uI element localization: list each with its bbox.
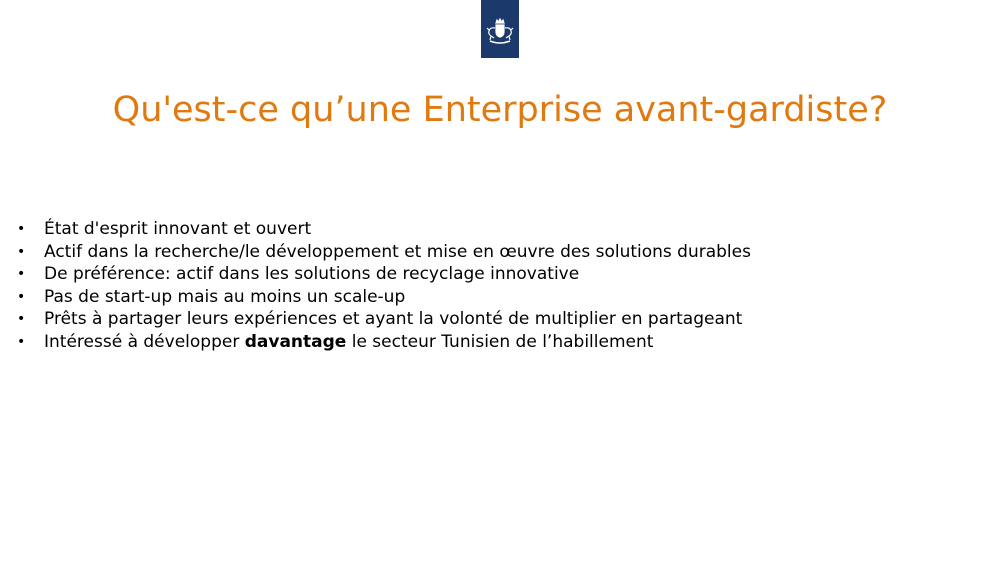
bullet-marker: •	[17, 266, 26, 282]
bullet-text: Actif dans la recherche/le développement et mise en œuvre des solutions durables	[44, 241, 751, 262]
bullet-text-emphasis: davantage	[244, 331, 347, 352]
list-item	[17, 218, 751, 241]
bullet-text-before: Intéressé à développer	[44, 331, 245, 352]
bullet-text: Pas de start-up mais au moins un scale-up	[44, 286, 406, 307]
bullet-text-after: le secteur Tunisien de l’habillement	[346, 331, 654, 352]
list-item	[17, 241, 751, 264]
bullet-marker: •	[17, 221, 26, 237]
government-logo-tab	[481, 0, 519, 58]
slide-title: Qu'est-ce qu’une Enterprise avant-gardiste?	[112, 90, 888, 130]
bullet-marker: •	[17, 243, 26, 260]
bullet-list	[17, 218, 751, 353]
bullet-text: État d'esprit innovant et ouvert	[44, 219, 312, 239]
bullet-text: Prêts à partager leurs expériences et ayant la volonté de multiplier en partageant	[44, 309, 743, 329]
bullet-marker: •	[17, 288, 26, 305]
bullet-text: De préférence: actif dans les solutions de recyclage innovative	[44, 264, 580, 284]
list-item	[17, 308, 751, 331]
bullet-marker: •	[17, 311, 26, 327]
royal-coat-of-arms-icon	[484, 16, 516, 48]
list-item	[17, 286, 751, 309]
list-item	[17, 263, 751, 286]
bullet-marker: •	[17, 333, 26, 350]
list-item	[17, 331, 751, 354]
